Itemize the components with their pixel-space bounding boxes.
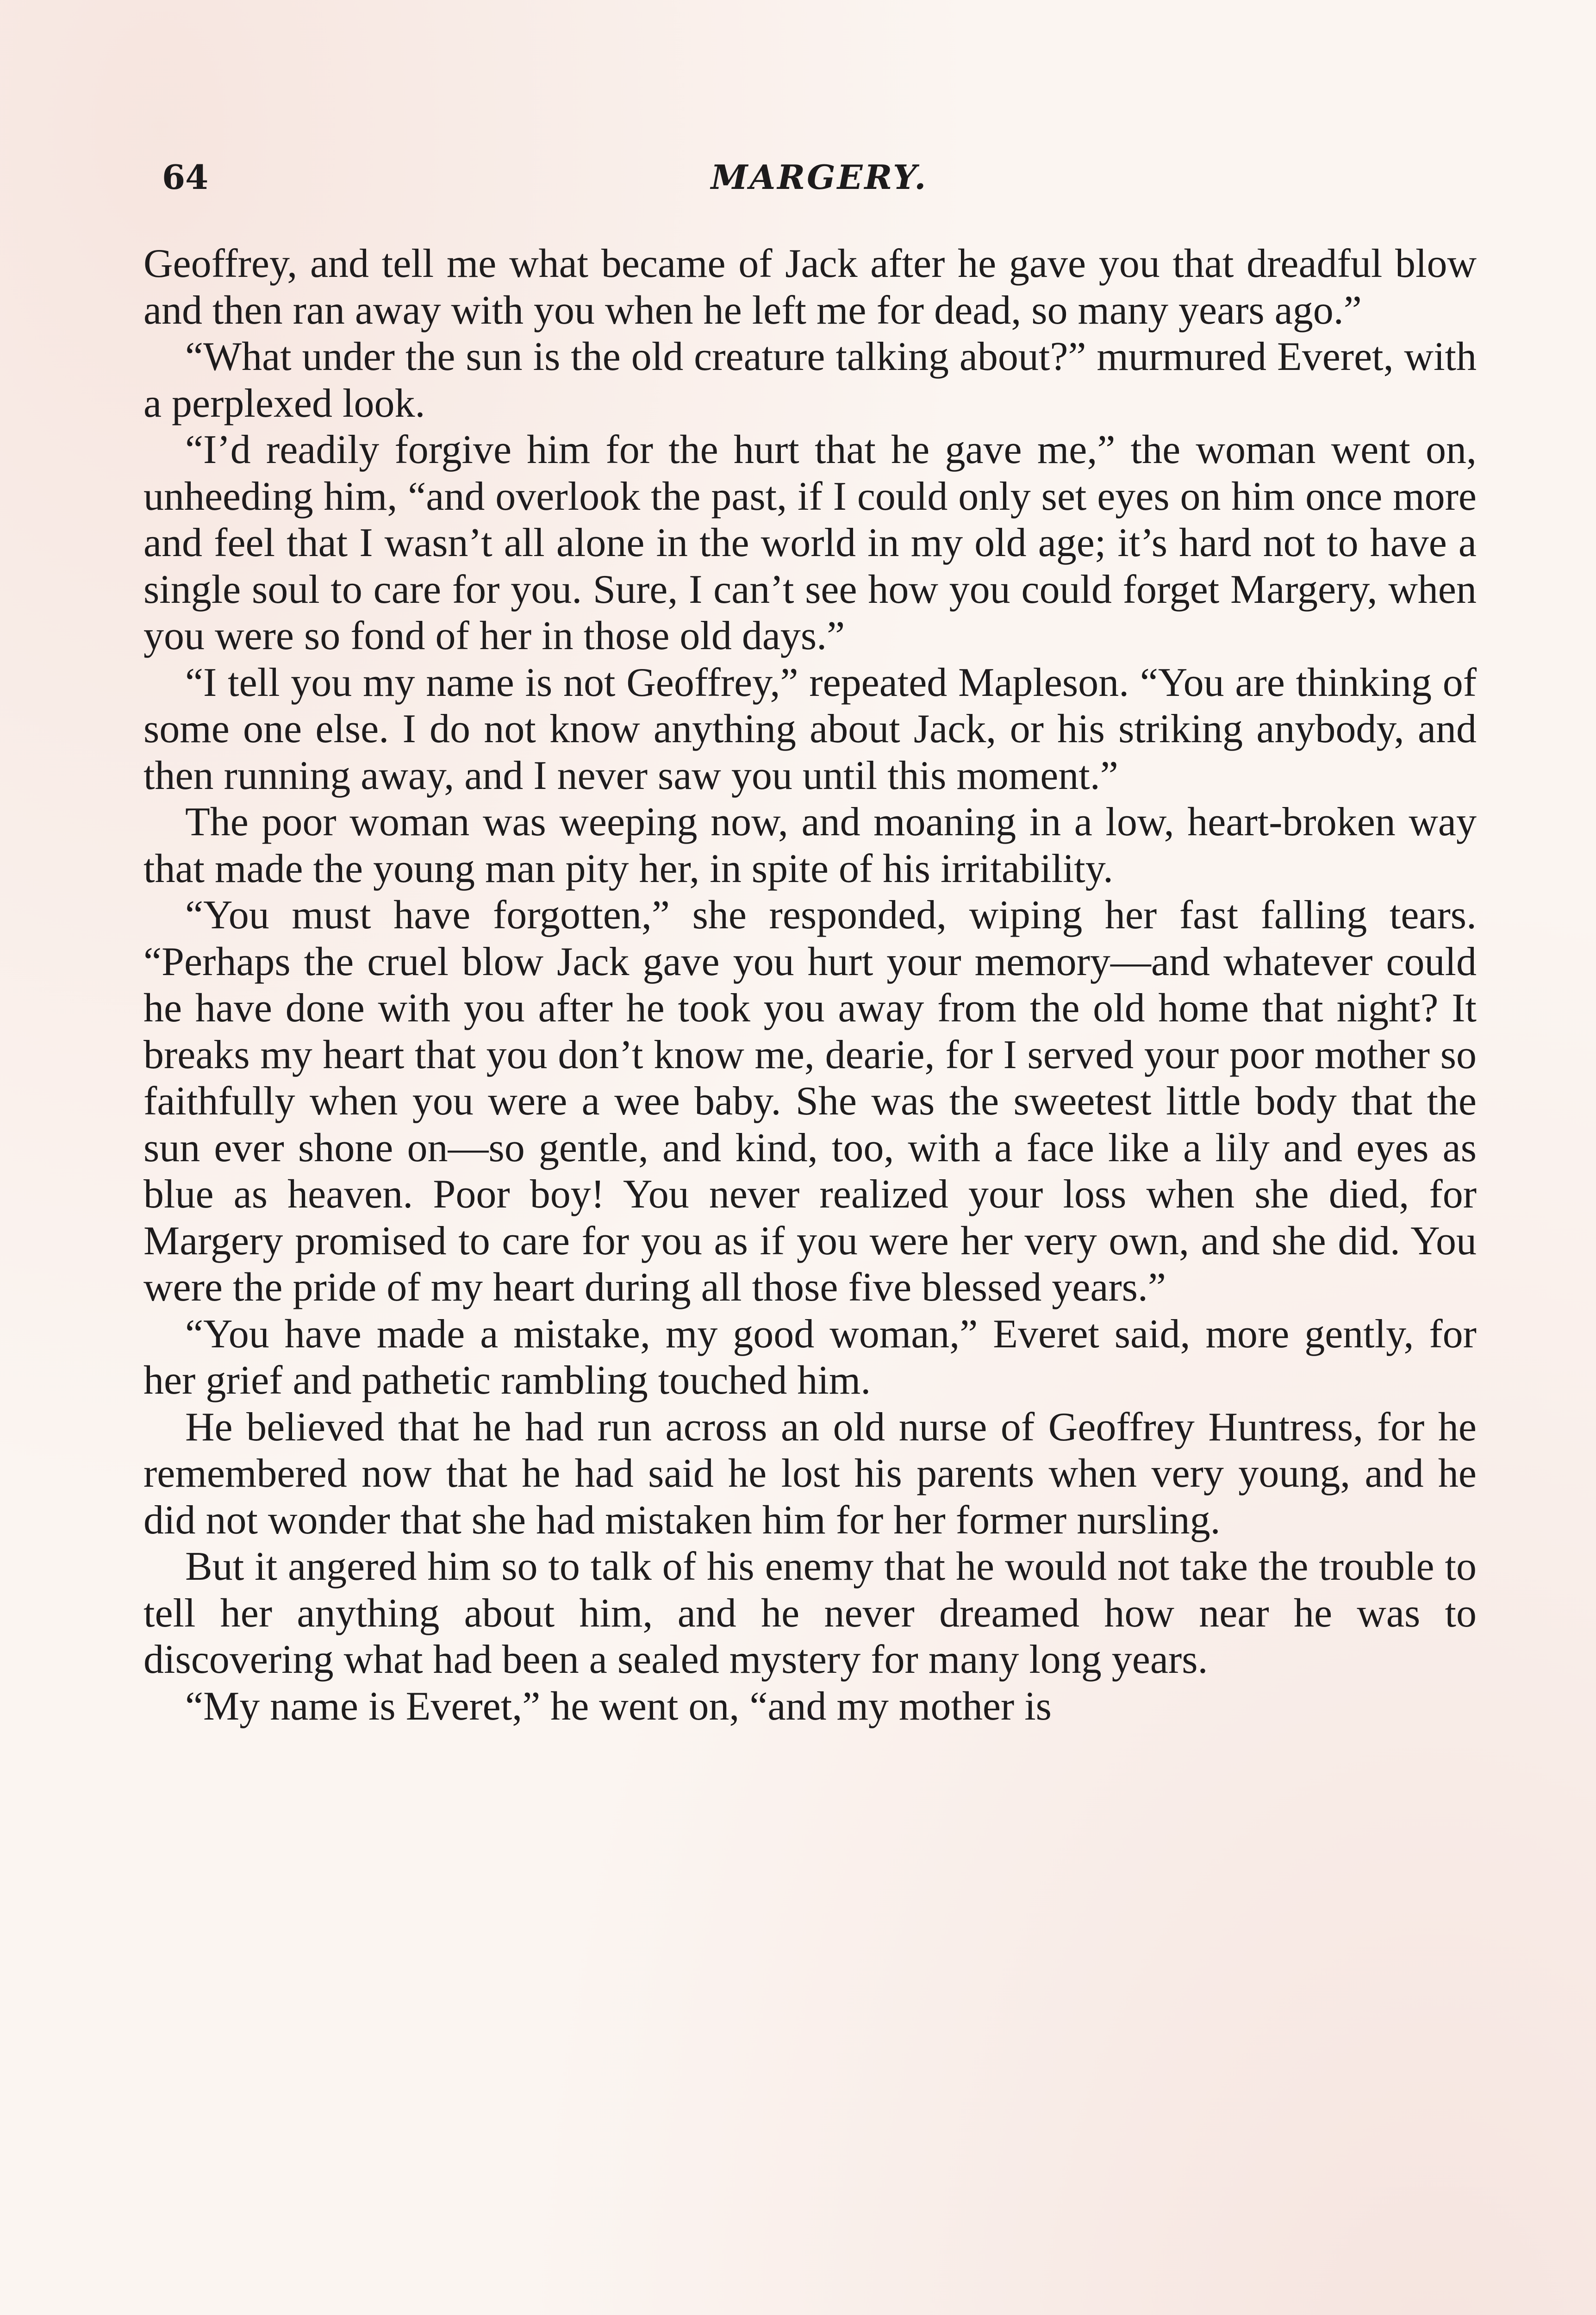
paragraph: “I’d readily forgive him for the hurt that he gave me,” the woman went on, unheeding him, “and overlook the past, if I could only set eyes on him once more and feel that I wasn’t all alone in the world in my old age; it’s hard not to have a single soul to care for you. Sure, I can’t see how you could forget Margery, when you were so fond of her in those old days.”: [143, 427, 1477, 658]
paragraph: But it angered him so to talk of his enemy that he would not take the trouble to tell her anything about him, and he never dreamed how near he was to discovering what had been a sealed mystery for many long years.: [143, 1544, 1477, 1682]
paragraph: “What under the sun is the old creature talking about?” murmured Everet, with a perplexed look.: [143, 334, 1477, 426]
body-text: [143, 241, 1477, 1730]
page-number: 64: [162, 157, 209, 197]
paragraph: “You have made a mistake, my good woman,” Everet said, more gently, for her grief and pathetic rambling touched him.: [143, 1311, 1477, 1403]
paragraph: “I tell you my name is not Geoffrey,” repeated Mapleson. “You are thinking of some one else. I do not know anything about Jack, or his striking anybody, and then running away, and I never saw you until this moment.”: [143, 660, 1477, 798]
paragraph: The poor woman was weeping now, and moaning in a low, heart-broken way that made the young man pity her, in spite of his irritability.: [143, 800, 1477, 891]
running-head: MARGERY.: [711, 157, 928, 197]
page-header: [162, 153, 1477, 208]
paragraph: “My name is Everet,” he went on, “and my mother is: [185, 1683, 1052, 1729]
paragraph: He believed that he had run across an old nurse of Geoffrey Huntress, for he remembered now that he had said he lost his parents when very young, and he did not wonder that she had mistaken him for her former nursling.: [143, 1404, 1477, 1543]
paragraph: Geoffrey, and tell me what became of Jack after he gave you that dreadful blow and then ran away with you when he left me for dead, so many years ago.”: [143, 241, 1477, 333]
paragraph: “You must have forgotten,” she responded, wiping her fast falling tears. “Perhaps the cruel blow Jack gave you hurt your memory—and whatever could he have done with you after he took you away from the old home that night? It breaks my heart that you don’t know me, dearie, for I served your poor mother so faithfully when you were a wee baby. She was the sweetest little body that the sun ever shone on—so gentle, and kind, too, with a face like a lily and eyes as blue as heaven. Poor boy! You never realized your loss when she died, for Margery promised to care for you as if you were her very own, and she did. You were the pride of my heart during all those five blessed years.”: [143, 893, 1477, 1310]
